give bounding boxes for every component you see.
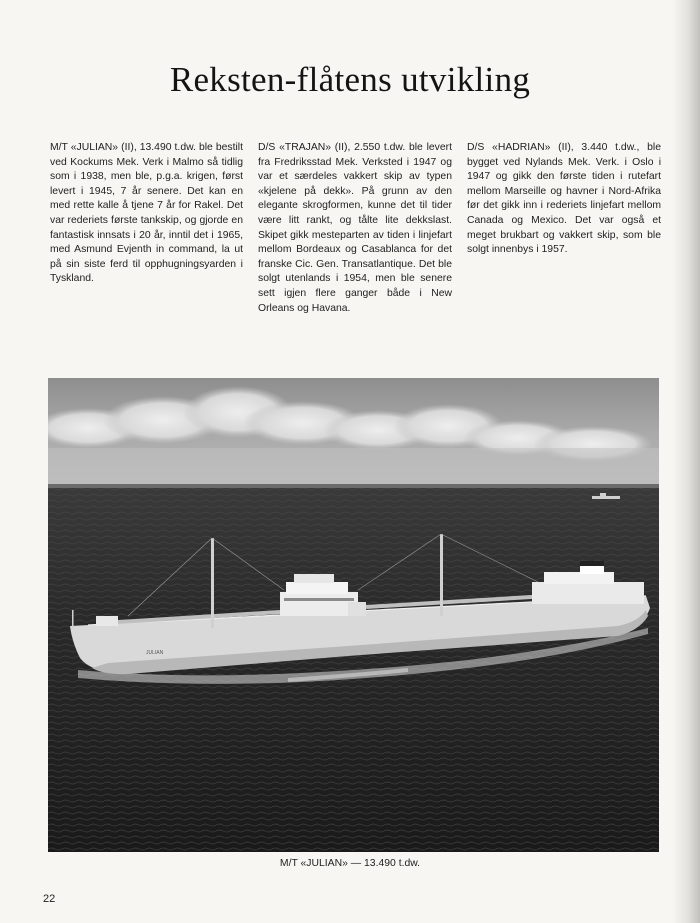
page-number: 22 (43, 893, 56, 905)
article-column-hadrian: D/S «HADRIAN» (II), 3.440 t.dw., ble bygget ved Nylands Mek. Verk. i Oslo i 1947 og gikk den første tiden i rutefart mellom Marseille og havner i Nord-Afrika før det gikk inn i rederiets linjefart mellom Canada og Mexico. Det var også et meget brukbart og vakkert skip, som ble solgt innenbys i 1957. (467, 142, 661, 256)
article-column-trajan: D/S «TRAJAN» (II), 2.550 t.dw. ble levert fra Fredriksstad Mek. Verksted i 1947 og var et særdeles vakkert skip av typen «kjelene på dekk». På grunn av den elegante skrogformen, kunne det til tider være litt rankt, og tålte lite dekkslast. Skipet gikk mesteparten av tiden i linjefart mellom Bordeaux og Casablanca for det franske Cic. Gen. Transatlantique. Det ble solgt utenlands i 1954, men ble senere sett igjen flere ganger både i New Orleans og Havana. (258, 142, 452, 314)
article-column-julian: M/T «JULIAN» (II), 13.490 t.dw. ble bestilt ved Kockums Mek. Verk i Malmo så tidlig som i 1938, men ble, p.g.a. krigen, først levert i 1945, 7 år senere. Det kan en med rette kalle å tjene 7 år for Rakel. Det var rederiets første tankskip, og gjorde en fantastisk innsats i 20 år, inntil det i 1965, med Asmund Evjenth in command, la ut på sin siste ferd til opphugningsyarden i Tyskland. (50, 142, 243, 285)
photo-caption: M/T «JULIAN» — 13.490 t.dw. (279, 858, 421, 869)
page-edge-shadow (672, 0, 700, 923)
page-title: Reksten-flåtens utvikling (169, 60, 531, 99)
ship-photo (48, 378, 659, 852)
hull-name: JULIAN (146, 650, 164, 656)
